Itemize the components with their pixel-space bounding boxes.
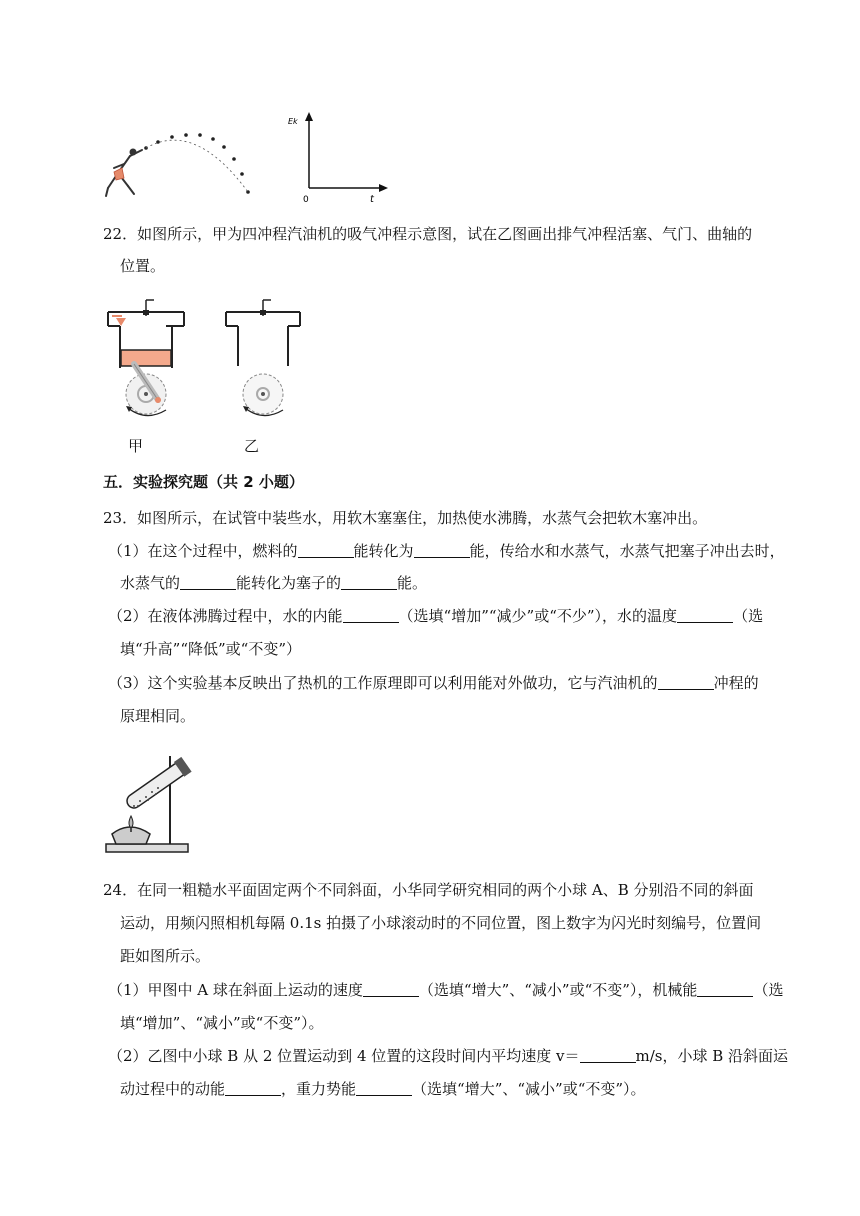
answer-blank[interactable] [677, 607, 733, 623]
q24-part2-line1: （2）乙图中小球 B 从 2 位置运动到 4 位置的这段时间内平均速度 v＝ m/s，小球 B 沿斜面运 [108, 1047, 789, 1065]
answer-blank[interactable] [225, 1080, 281, 1096]
section-heading: 五．实验探究题（共 2 小题） [103, 473, 304, 491]
answer-blank[interactable] [414, 542, 470, 558]
x-axis-label: t [370, 194, 374, 205]
q24-text-line3: 距如图所示。 [120, 947, 211, 965]
test-tube-heating-apparatus [100, 754, 200, 859]
answer-blank[interactable] [356, 1080, 412, 1096]
q23-part3-line1: （3）这个实验基本反映出了热机的工作原理即可以利用能对外做功，它与汽油机的 冲程的 [108, 674, 759, 692]
label-jia: 甲 [128, 437, 144, 455]
q23-part2-line2: 填“升高”“降低”或“不变”） [120, 640, 302, 658]
answer-blank[interactable] [341, 574, 397, 590]
shot-put-trajectory-figure [100, 128, 270, 208]
energy-time-axes [285, 110, 390, 210]
q23-part2-line1: （2）在液体沸腾过程中，水的内能 （选填“增加”“减少”或“不少”），水的温度 （选 [108, 607, 764, 625]
engine-blank-figure-yi [218, 296, 308, 421]
answer-blank[interactable] [658, 674, 714, 690]
answer-blank[interactable] [343, 607, 399, 623]
q24-part1-line2: 填“增加”、“减小”或“不变”）。 [120, 1014, 324, 1032]
answer-blank[interactable] [363, 981, 419, 997]
q23-part3-line2: 原理相同。 [120, 707, 196, 725]
answer-blank[interactable] [180, 574, 236, 590]
origin-label: 0 [303, 195, 309, 205]
answer-blank[interactable] [298, 542, 354, 558]
q22-text-line1: 22．如图所示，甲为四冲程汽油机的吸气冲程示意图，试在乙图画出排气冲程活塞、气门、曲轴的 [103, 225, 753, 243]
q24-part1-line1: （1）甲图中 A 球在斜面上运动的速度 （选填“增大”、“减小”或“不变”），机械能 （选 [108, 981, 784, 999]
q24-part2-line2: 动过程中的动能 ，重力势能 （选填“增大”、“减小”或“不变”）。 [120, 1080, 646, 1098]
q23-part1-line2: 水蒸气的 能转化为塞子的 能。 [120, 574, 428, 592]
q23-part1-line1: （1）在这个过程中，燃料的 能转化为 能，传给水和水蒸气，水蒸气把塞子冲出去时， [108, 542, 785, 560]
label-yi: 乙 [244, 437, 260, 455]
q22-text-line2: 位置。 [120, 257, 166, 275]
answer-blank[interactable] [697, 981, 753, 997]
answer-blank[interactable] [580, 1047, 636, 1063]
q24-text-line1: 24．在同一粗糙水平面固定两个不同斜面，小华同学研究相同的两个小球 A、B 分别沿不同的斜面 [103, 881, 754, 899]
engine-intake-stroke-figure-jia [100, 296, 195, 421]
y-axis-label: Ek [288, 117, 298, 126]
q23-stem: 23．如图所示，在试管中装些水，用软木塞塞住，加热使水沸腾，水蒸气会把软木塞冲出。 [103, 509, 708, 527]
q24-text-line2: 运动，用频闪照相机每隔 0.1s 拍摄了小球滚动时的不同位置，图上数字为闪光时刻编号，位置间 [120, 914, 762, 932]
